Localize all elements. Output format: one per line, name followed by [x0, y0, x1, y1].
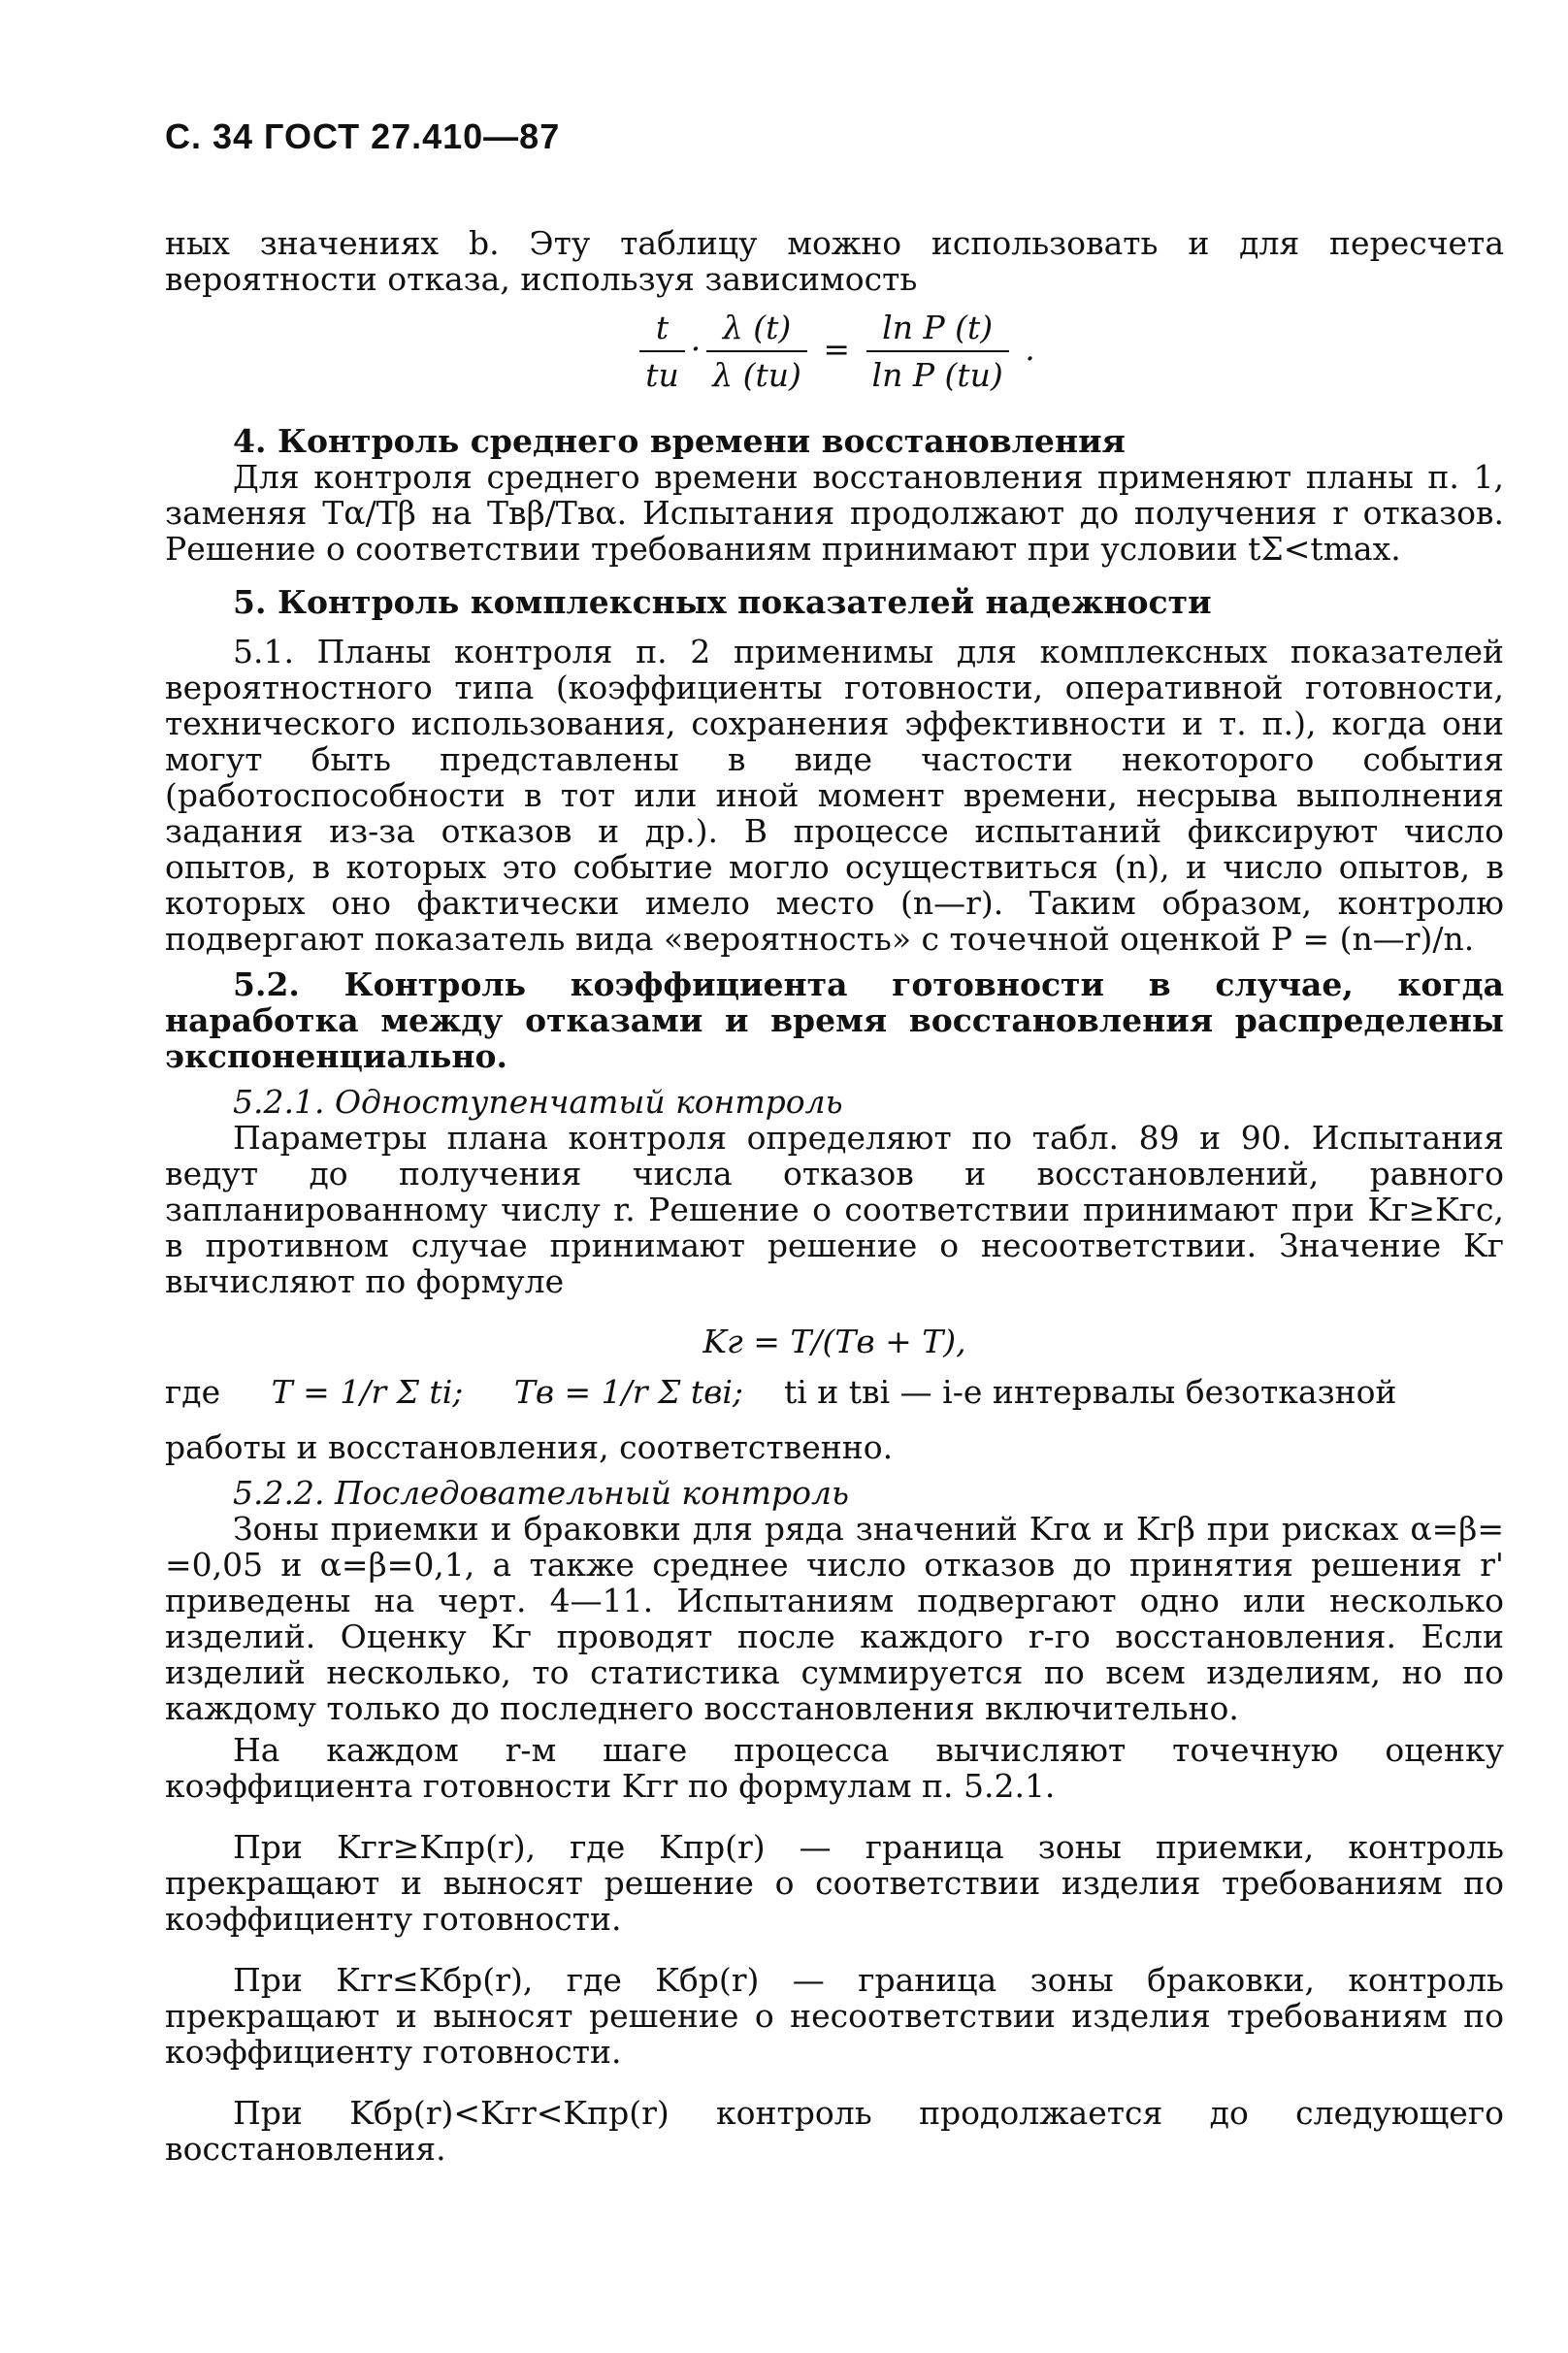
formula-definitions-continued: работы и восстановления, соответственно.: [165, 1428, 894, 1466]
section-5-2-1-title: 5.2.1. Одноступенчатый контроль: [233, 1083, 843, 1121]
page-header: С. 34 ГОСТ 27.410—87: [165, 116, 561, 156]
formula-probability-conversion: $\frac{t}{tи}$ · $\frac{\lambda (t)}{\lambda (tи)}$ = $\frac{\text{ln P (t)}}{\text{ln P (tи)}}$ .: [165, 309, 1504, 394]
section-5-1-text: 5.1. Планы контроля п. 2 применимы для комплексных показателей вероятностного типа (коэффициенты готовности, оперативной готовности, технического использования, сохранения эффективности и т. п.), когда они могут быть представлены в виде частости некоторого события (работоспособности в тот или иной момент времени, несрыва выполнения задания из-за отказов и др.). В процессе испытаний фиксируют число опытов, в которых это событие могло осуществиться (n), и число опытов, в которых оно фактически имело место (n—r). Таким образом, контролю подвергают показатель вида «вероятность» с точечной оценкой P = (n—r)/n.: [165, 633, 1504, 958]
section-5-title: 5. Контроль комплексных показателей надежности: [233, 583, 1212, 621]
section-5-2-2-text-3: При Kгr≥Kпр(r), где Kпр(r) — граница зоны приемки, контроль прекращают и выносят решение о соответствии изделия требованиям по коэффициенту готовности.: [165, 1828, 1504, 1938]
formula-definitions: где T = 1/r Σ ti; Tв = 1/r Σ tвi; ti и tвi — i-е интервалы безотказной: [165, 1373, 1397, 1411]
section-5-2-2-text-2: На каждом r-м шаге процесса вычисляют точечную оценку коэффициента готовности Kгr по формулам п. 5.2.1.: [165, 1731, 1504, 1805]
section-5-2-2-text-5: При Kбр(r)<Kгr<Kпр(r) контроль продолжается до следующего восстановления.: [165, 2094, 1504, 2168]
document-page: [165, 97, 1504, 2167]
intro-paragraph: ных значениях b. Эту таблицу можно использовать и для пересчета вероятности отказа, используя зависимость: [165, 224, 1504, 298]
formula-kg: Kг = T/(Tв + T),: [702, 1323, 966, 1360]
fraction-t: $\frac{t}{tи}$: [639, 309, 685, 394]
section-5-2-2-text-4: При Kгr≤Kбр(r), где Kбр(r) — граница зоны браковки, контроль прекращают и выносят решение о несоответствии изделия требованиям по коэффициенту готовности.: [165, 1961, 1504, 2071]
fraction-ln: $\frac{\text{ln P (t)}}{\text{ln P (tи)}}$: [866, 309, 1009, 394]
section-5-2-1-text: Параметры плана контроля определяют по табл. 89 и 90. Испытания ведут до получения числа отказов и восстановлений, равного запланированному числу r. Решение о соответствии принимают при Kг≥Kгс, в противном случае принимают решение о несоответствии. Значение Kг вычисляют по формуле: [165, 1119, 1504, 1300]
section-4-text: Для контроля среднего времени восстановления применяют планы п. 1, заменяя Tα/Tβ на Tвβ/Tвα. Испытания продолжают до получения r отказов. Решение о соответствии требованиям принимают при условии tΣ<tmax.: [165, 458, 1504, 568]
section-4-title: 4. Контроль среднего времени восстановления: [233, 422, 1126, 460]
section-5-2-text: 5.2. Контроль коэффициента готовности в случае, когда наработка между отказами и время восстановления распределены экспоненциально.: [165, 965, 1504, 1075]
section-5-2-2-title: 5.2.2. Последовательный контроль: [233, 1474, 850, 1512]
fraction-lambda: $\frac{\lambda (t)}{\lambda (tи)}$: [706, 309, 807, 394]
section-5-2-2-text-1: Зоны приемки и браковки для ряда значений Kгα и Kгβ при рисках α=β= =0,05 и α=β=0,1, а также среднее число отказов до принятия решения r' приведены на черт. 4—11. Испытаниям подвергают одно или несколько изделий. Оценку Kг проводят после каждого r-го восстановления. Если изделий несколько, то статистика суммируется по всем изделиям, но по каждому только до последнего восстановления включительно.: [165, 1510, 1504, 1727]
